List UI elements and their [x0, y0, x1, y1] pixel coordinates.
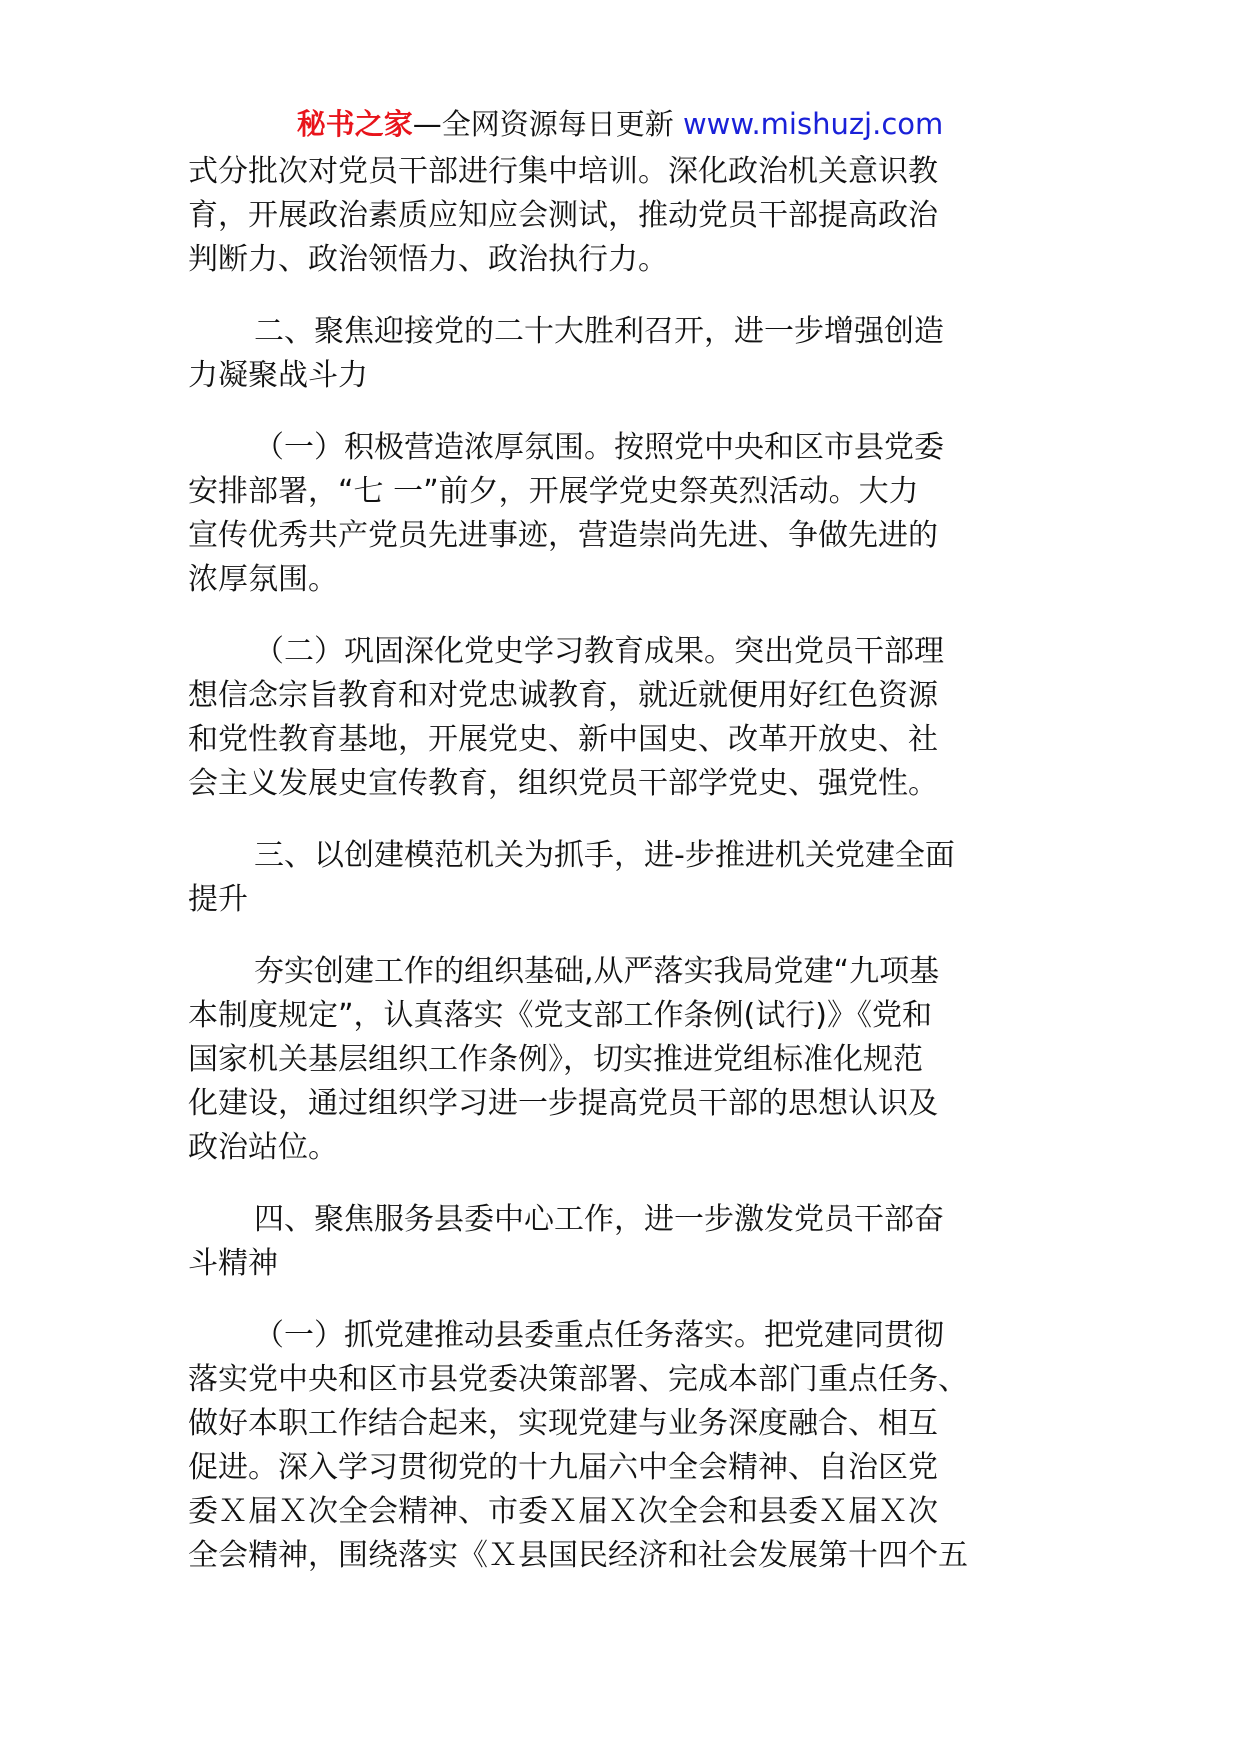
text-line: 力凝聚战斗力 [188, 358, 368, 393]
paragraph [188, 1314, 1068, 1578]
paragraph [188, 150, 1068, 282]
text-line: 安排部署，“七 一”前夕，开展学党史祭英烈活动。大力 [188, 474, 919, 509]
text-line: 全会精神，围绕落实《Ｘ县国民经济和社会发展第十四个五 [188, 1538, 968, 1573]
text-line: 国家机关基层组织工作条例》，切实推进党组标准化规范 [188, 1042, 923, 1077]
section-heading [188, 310, 1068, 398]
text-line: 政治站位。 [188, 1130, 338, 1165]
text-line: （一）抓党建推动县委重点任务落实。把党建同贯彻 [254, 1318, 944, 1353]
text-line: 三、以创建模范机关为抓手，进-步推进机关党建全面 [254, 838, 955, 873]
text-line: 浓厚氛围。 [188, 562, 338, 597]
text-line: 四、聚焦服务县委中心工作，进一步激发党员干部奋 [254, 1202, 944, 1237]
brand-name: 秘书之家 [296, 107, 413, 141]
site-url[interactable]: www.mishuzj.com [682, 107, 944, 141]
text-line: 二、聚焦迎接党的二十大胜利召开，进一步增强创造 [254, 314, 944, 349]
text-line: 会主义发展史宣传教育，组织党员干部学党史、强党性。 [188, 766, 938, 801]
text-line: 想信念宗旨教育和对党忠诚教育，就近就便用好红色资源 [188, 678, 938, 713]
paragraph [188, 426, 1068, 602]
text-line: 委Ｘ届Ｘ次全会精神、市委Ｘ届Ｘ次全会和县委Ｘ届Ｘ次 [188, 1494, 938, 1529]
section-heading [188, 1198, 1068, 1286]
document-body [188, 150, 1068, 1606]
text-line: 落实党中央和区市县党委决策部署、完成本部门重点任务、 [188, 1362, 968, 1397]
text-line: （一）积极营造浓厚氛围。按照党中央和区市县党委 [254, 430, 944, 465]
text-line: 夯实创建工作的组织基础,从严落实我局党建“九项基 [254, 954, 940, 989]
text-line: 做好本职工作结合起来，实现党建与业务深度融合、相互 [188, 1406, 938, 1441]
text-line: 判断力、政治领悟力、政治执行力。 [188, 242, 668, 277]
text-line: 式分批次对党员干部进行集中培训。深化政治机关意识教 [188, 154, 938, 189]
text-line: （二）巩固深化党史学习教育成果。突出党员干部理 [254, 634, 944, 669]
text-line: 和党性教育基地，开展党史、新中国史、改革开放史、社 [188, 722, 938, 757]
text-line: 本制度规定”，认真落实《党支部工作条例(试行)》《党和 [188, 998, 932, 1033]
text-line: 育，开展政治素质应知应会测试，推动党员干部提高政治 [188, 198, 938, 233]
section-heading [188, 834, 1068, 922]
text-line: 化建设，通过组织学习进一步提高党员干部的思想认识及 [188, 1086, 938, 1121]
text-line: 促进。深入学习贯彻党的十九届六中全会精神、自治区党 [188, 1450, 938, 1485]
header-slogan: —全网资源每日更新 [412, 107, 683, 141]
site-header [0, 104, 1240, 144]
text-line: 斗精神 [188, 1246, 278, 1281]
paragraph [188, 630, 1068, 806]
paragraph [188, 950, 1068, 1170]
text-line: 提升 [188, 882, 248, 917]
text-line: 宣传优秀共产党员先进事迹，营造崇尚先进、争做先进的 [188, 518, 938, 553]
